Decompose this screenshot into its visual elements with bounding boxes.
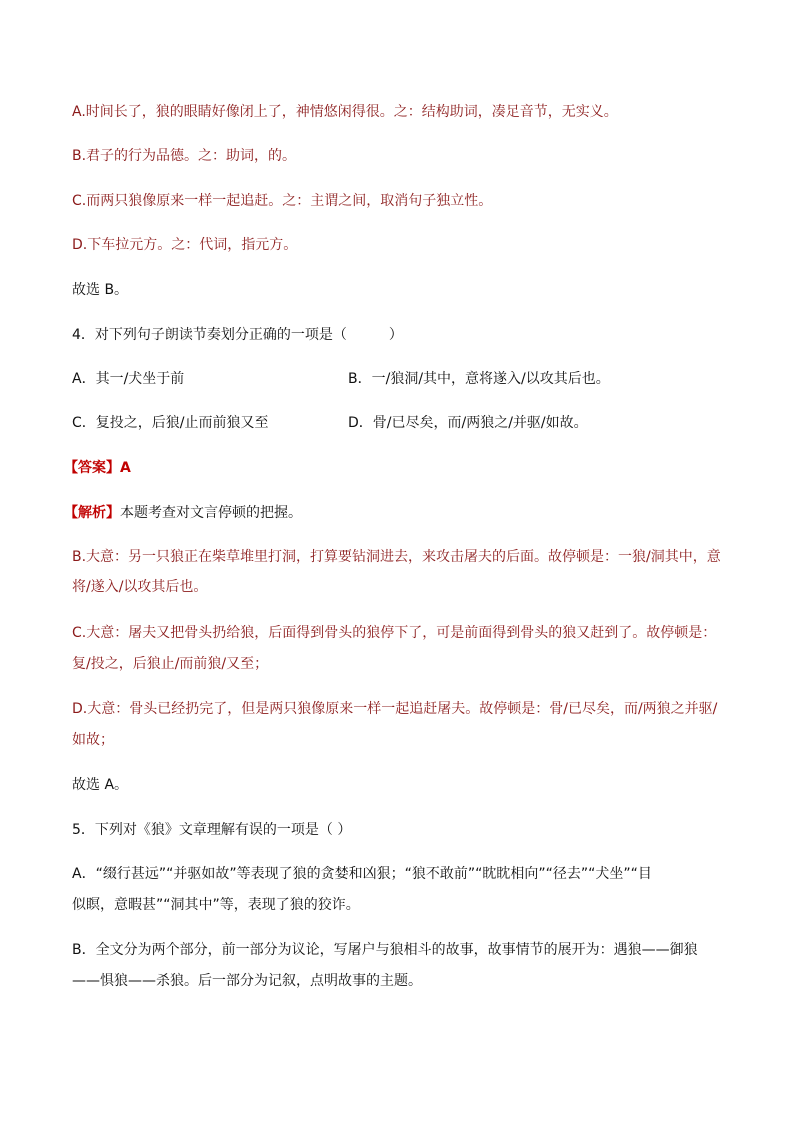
prev-explanation-b: B.君子的行为品德。之：助词，的。 (72, 148, 297, 164)
q4-detail-b-line1: B.大意：另一只狼正在柴草堆里打洞，打算要钻洞进去，来攻击屠夫的后面。故停顿是：一狼/洞其中，意 (72, 549, 721, 565)
prev-conclusion: 故选 B。 (72, 282, 129, 298)
q4-detail-c-line2: 复/投之，后狼止/而前狼/又至； (72, 656, 269, 672)
answer-label: 【答案】 (64, 460, 120, 476)
q4-option-b: B．一/狼洞/其中，意将遂入/以攻其后也。 (348, 371, 610, 387)
analysis-text: 本题考查对文言停顿的把握。 (120, 505, 302, 521)
q4-option-a: A．其一/犬坐于前 (72, 371, 185, 387)
q5-option-a-line2: 似瞑，意暇甚”“洞其中”等，表现了狼的狡诈。 (72, 897, 360, 913)
q5-option-a-line1: A．“缀行甚远”“并驱如故”等表现了狼的贪婪和凶狠；“狼不敢前”“眈眈相向”“径去”“犬坐”“目 (72, 866, 652, 882)
q4-detail-d-line1: D.大意：骨头已经扔完了，但是两只狼像原来一样一起追赶屠夫。故停顿是：骨/已尽矣，而/两狼之并驱/ (72, 701, 718, 717)
answer-value: A (120, 460, 131, 476)
q4-option-d: D．骨/已尽矣，而/两狼之/并驱/如故。 (348, 415, 588, 431)
analysis-label: 【解析】 (64, 505, 120, 521)
q4-answer (64, 458, 131, 478)
q4-option-c: C．复投之，后狼/止而前狼又至 (72, 415, 269, 431)
q4-analysis (64, 503, 302, 523)
prev-explanation-a: A.时间长了，狼的眼睛好像闭上了，神情悠闲得很。之：结构助词，凑足音节，无实义。 (72, 104, 618, 120)
q5-option-b-line2: ——惧狼——杀狼。后一部分为记叙，点明故事的主题。 (72, 973, 422, 989)
q4-stem: 4．对下列句子朗读节奏划分正确的一项是（ ） (72, 327, 403, 343)
prev-explanation-c: C.而两只狼像原来一样一起追赶。之：主谓之间，取消句子独立性。 (72, 193, 493, 209)
q4-detail-d-line2: 如故； (72, 732, 114, 748)
q5-stem: 5．下列对《狼》文章理解有误的一项是（ ） (72, 822, 352, 838)
prev-explanation-d: D.下车拉元方。之：代词，指元方。 (72, 237, 298, 253)
q4-detail-c-line1: C.大意：屠夫又把骨头扔给狼，后面得到骨头的狼停下了，可是前面得到骨头的狼又赶到了。故停顿是： (72, 625, 717, 641)
q5-option-b-line1: B．全文分为两个部分，前一部分为议论，写屠户与狼相斗的故事，故事情节的展开为：遇狼——御狼 (72, 942, 698, 958)
q4-conclusion: 故选 A。 (72, 777, 129, 793)
q4-detail-b-line2: 将/遂入/以攻其后也。 (72, 579, 208, 595)
